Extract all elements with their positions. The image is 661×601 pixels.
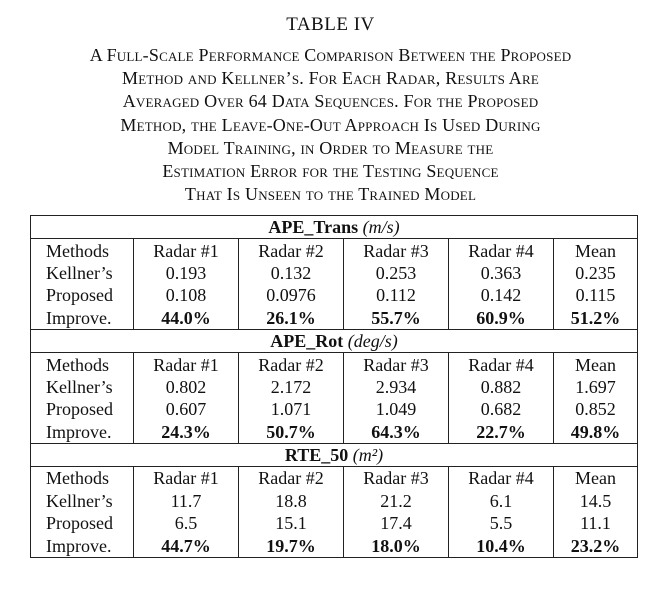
value-cell: 26.1%	[239, 307, 344, 330]
table-row	[31, 421, 638, 444]
value-cell: 10.4%	[449, 534, 554, 557]
value-cell: 49.8%	[554, 421, 638, 444]
column-header: Radar #4	[449, 467, 554, 490]
column-header: Radar #2	[239, 239, 344, 262]
value-cell: 0.235	[554, 262, 638, 284]
table-row	[31, 262, 638, 284]
value-cell: 51.2%	[554, 307, 638, 330]
column-header: Mean	[554, 239, 638, 262]
value-cell: 1.697	[554, 376, 638, 398]
method-cell: Improve.	[31, 307, 134, 330]
column-header: Radar #4	[449, 239, 554, 262]
value-cell: 0.363	[449, 262, 554, 284]
column-header: Methods	[31, 467, 134, 490]
value-cell: 0.115	[554, 284, 638, 306]
table-row	[31, 376, 638, 398]
value-cell: 21.2	[344, 490, 449, 512]
value-cell: 0.0976	[239, 284, 344, 306]
value-cell: 17.4	[344, 512, 449, 534]
method-cell: Kellner’s	[31, 262, 134, 284]
table-row	[31, 284, 638, 306]
value-cell: 0.142	[449, 284, 554, 306]
value-cell: 0.112	[344, 284, 449, 306]
metric-name: APE_Trans	[268, 217, 359, 238]
value-cell: 0.253	[344, 262, 449, 284]
caption-line: A Full-Scale Performance Comparison Between the Proposed	[89, 45, 572, 65]
column-header: Methods	[31, 353, 134, 376]
value-cell: 6.1	[449, 490, 554, 512]
value-cell: 1.049	[344, 398, 449, 420]
value-cell: 0.852	[554, 398, 638, 420]
method-cell: Improve.	[31, 421, 134, 444]
column-header: Radar #1	[134, 353, 239, 376]
section-header-row	[31, 329, 638, 352]
value-cell: 55.7%	[344, 307, 449, 330]
value-cell: 1.071	[239, 398, 344, 420]
value-cell: 14.5	[554, 490, 638, 512]
value-cell: 23.2%	[554, 534, 638, 557]
value-cell: 50.7%	[239, 421, 344, 444]
value-cell: 18.0%	[344, 534, 449, 557]
value-cell: 19.7%	[239, 534, 344, 557]
value-cell: 44.7%	[134, 534, 239, 557]
caption-line: Averaged Over 64 Data Sequences. For the Proposed	[122, 91, 539, 112]
value-cell: 2.172	[239, 376, 344, 398]
value-cell: 5.5	[449, 512, 554, 534]
method-cell: Kellner’s	[31, 376, 134, 398]
value-cell: 11.1	[554, 512, 638, 534]
table-row	[31, 512, 638, 534]
method-cell: Proposed	[31, 512, 134, 534]
metric-unit: (m/s)	[362, 217, 400, 238]
metric-unit: (deg/s)	[347, 331, 398, 352]
metric-name: RTE_50	[284, 445, 349, 466]
value-cell: 44.0%	[134, 307, 239, 330]
table-caption	[14, 44, 647, 206]
table-label: TABLE IV	[286, 14, 375, 35]
caption-line: Method, the Leave-One-Out Approach Is Used During	[120, 114, 541, 135]
column-header: Mean	[554, 467, 638, 490]
value-cell: 60.9%	[449, 307, 554, 330]
value-cell: 0.108	[134, 284, 239, 306]
column-header: Radar #4	[449, 353, 554, 376]
metric-unit: (m²)	[352, 445, 384, 466]
section-header-row	[31, 216, 638, 239]
value-cell: 6.5	[134, 512, 239, 534]
value-cell: 18.8	[239, 490, 344, 512]
value-cell: 0.193	[134, 262, 239, 284]
section-header	[31, 443, 638, 466]
column-header: Mean	[554, 353, 638, 376]
table-row	[31, 307, 638, 330]
value-cell: 11.7	[134, 490, 239, 512]
section-header	[31, 216, 638, 239]
value-cell: 0.132	[239, 262, 344, 284]
value-cell: 0.607	[134, 398, 239, 420]
method-cell: Improve.	[31, 534, 134, 557]
column-header: Radar #3	[344, 467, 449, 490]
column-header: Radar #3	[344, 353, 449, 376]
section-header-row	[31, 443, 638, 466]
value-cell: 24.3%	[134, 421, 239, 444]
metric-name: APE_Rot	[270, 331, 344, 352]
column-header: Radar #2	[239, 353, 344, 376]
column-header-row	[31, 353, 638, 376]
method-cell: Kellner’s	[31, 490, 134, 512]
table-row	[31, 398, 638, 420]
table-row	[31, 534, 638, 557]
section-header	[31, 329, 638, 352]
method-cell: Proposed	[31, 398, 134, 420]
column-header: Radar #3	[344, 239, 449, 262]
caption-line: Model Training, in Order to Measure the	[167, 137, 494, 158]
column-header: Radar #1	[134, 239, 239, 262]
value-cell: 2.934	[344, 376, 449, 398]
value-cell: 0.802	[134, 376, 239, 398]
value-cell: 0.882	[449, 376, 554, 398]
value-cell: 0.682	[449, 398, 554, 420]
caption-line: Estimation Error for the Testing Sequence	[162, 161, 499, 182]
column-header: Radar #1	[134, 467, 239, 490]
table-body	[31, 216, 638, 558]
value-cell: 64.3%	[344, 421, 449, 444]
column-header: Methods	[31, 239, 134, 262]
caption-line: Method and Kellner’s. For Each Radar, Results Are	[121, 68, 540, 89]
table-row	[31, 490, 638, 512]
performance-table	[30, 215, 638, 558]
column-header: Radar #2	[239, 467, 344, 490]
caption-line: That Is Unseen to the Trained Model	[184, 184, 477, 205]
column-header-row	[31, 239, 638, 262]
column-header-row	[31, 467, 638, 490]
value-cell: 15.1	[239, 512, 344, 534]
value-cell: 22.7%	[449, 421, 554, 444]
method-cell: Proposed	[31, 284, 134, 306]
